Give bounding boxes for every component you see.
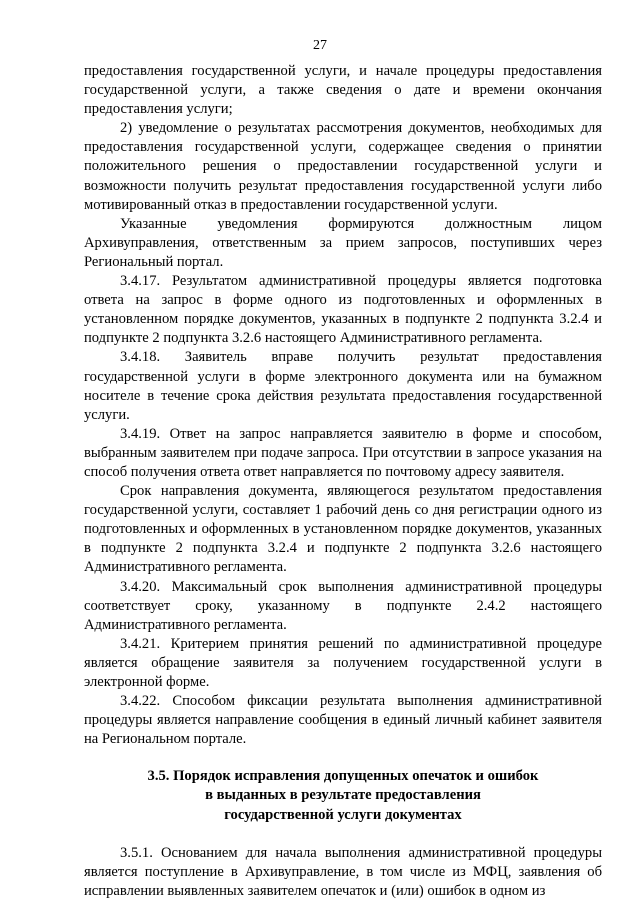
paragraph-delivery-term: Срок направления документа, являющегося результатом предоставления государственной услуги, составляет 1 рабочий день со дня регистрации одного из подготовленных и оформленных в установленном порядке документов, указанных в подпункте 2 подпункта 3.2.4 и подпункте 2 подпункта 3.2.6 настоящего Административного регламента. bbox=[84, 483, 602, 576]
document-body bbox=[84, 62, 602, 901]
section-heading-line: 3.5. Порядок исправления допущенных опечаток и ошибок bbox=[147, 768, 539, 785]
paragraph-3-4-20: 3.4.20. Максимальный срок выполнения административной процедуры соответствует сроку, указанному в подпункте 2.4.2 настоящего Административного регламента. bbox=[84, 578, 602, 633]
page-number: 27 bbox=[313, 38, 327, 53]
paragraph-3-4-19: 3.4.19. Ответ на запрос направляется заявителю в форме и способом, выбранным заявителем при подаче запроса. При отсутствии в запросе указания на способ получения ответа ответ направляется по почтовому адресу заявителя. bbox=[84, 425, 602, 480]
paragraph-3-4-21: 3.4.21. Критерием принятия решений по административной процедуре является обращение заявителя за получением государственной услуги в электронной форме. bbox=[84, 635, 602, 690]
paragraph-3-4-22: 3.4.22. Способом фиксации результата выполнения административной процедуры является направление сообщения в единый личный кабинет заявителя на Региональном портале. bbox=[84, 693, 602, 748]
section-heading-3-5 bbox=[84, 767, 602, 824]
paragraph-notifications-formed: Указанные уведомления формируются должностным лицом Архивуправления, ответственным за прием запросов, поступивших через Региональный портал. bbox=[84, 215, 602, 270]
section-heading-line: в выданных в результате предоставления bbox=[205, 787, 481, 804]
paragraph-3-5-1: 3.5.1. Основанием для начала выполнения административной процедуры является поступление в Архивуправление, в том числе из МФЦ, заявления об исправлении выявленных заявителем опечаток и (или) ошибок в одном из bbox=[84, 844, 602, 899]
paragraph-notification-results: 2) уведомление о результатах рассмотрения документов, необходимых для предоставления государственной услуги, содержащее сведения о принятии положительного решения о предоставлении государственной услуги и возможности получить результат предоставления государственной услуги либо мотивированный отказ в предоставлении государственной услуги. bbox=[84, 120, 602, 213]
paragraph-continuation: предоставления государственной услуги, и начале процедуры предоставления государственной услуги, а также сведения о дате и времени окончания предоставления услуги; bbox=[84, 63, 602, 118]
paragraph-3-4-18: 3.4.18. Заявитель вправе получить результат предоставления государственной услуги в форме электронного документа или на бумажном носителе в течение срока действия результата предоставления государственной услуги. bbox=[84, 349, 602, 423]
paragraph-3-4-17: 3.4.17. Результатом административной процедуры является подготовка ответа на запрос в форме одного из подготовленных и оформленных в установленном порядке документов, указанных в подпункте 2 подпункта 3.2.4 и подпункте 2 подпункта 3.2.6 настоящего Административного регламента. bbox=[84, 273, 602, 347]
section-heading-line: государственной услуги документах bbox=[224, 806, 462, 823]
